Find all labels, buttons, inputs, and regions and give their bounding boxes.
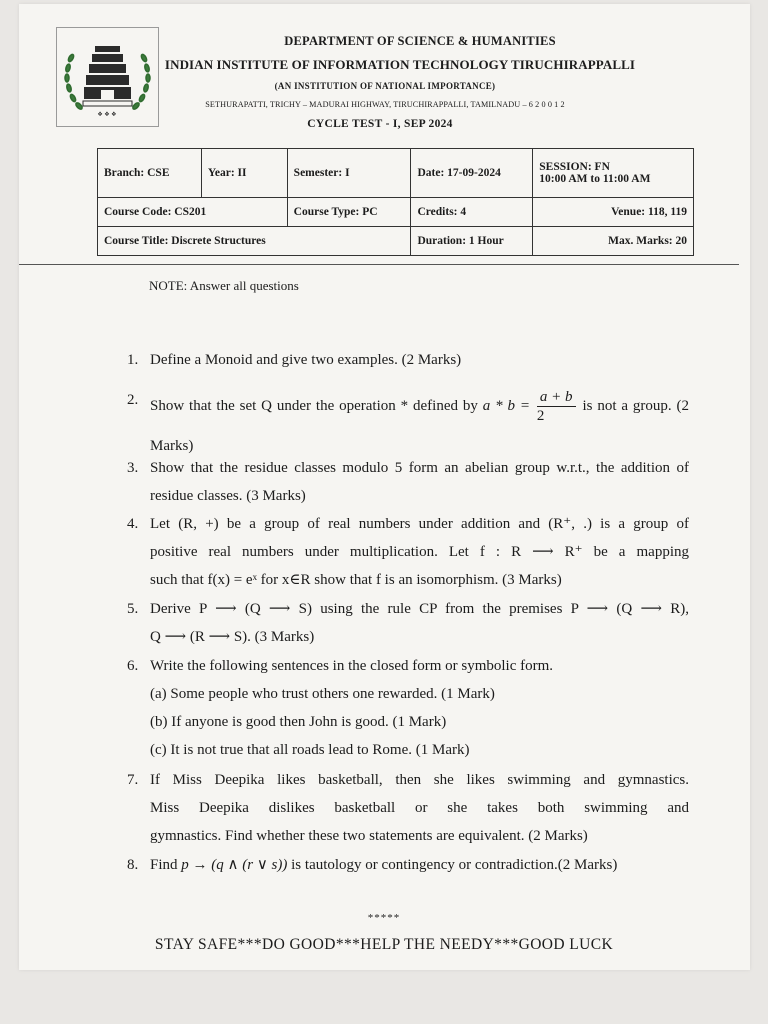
question-line-3: gymnastics. Find whether these two statements are equivalent. (2 Marks) — [150, 828, 588, 844]
institute-name: INDIAN INSTITUTE OF INFORMATION TECHNOLOGY TIRUCHIRAPPALLI — [164, 57, 636, 72]
question-7 — [127, 766, 689, 850]
venue-cell: Venue: 118, 119 — [533, 198, 694, 227]
info-row-3 — [98, 227, 694, 256]
question-number: 3. — [127, 460, 139, 476]
session-time: 10:00 AM to 11:00 AM — [539, 173, 651, 185]
footer-message: STAY SAFE***DO GOOD***HELP THE NEEDY***GOOD LUCK — [154, 936, 614, 953]
question-text: Show that the residue classes modulo 5 form an abelian group w.r.t., the addition of residue classes. (3 Marks) — [150, 460, 689, 504]
info-row-2 — [98, 198, 694, 227]
date-cell: Date: 17-09-2024 — [411, 149, 533, 198]
question-5 — [127, 595, 689, 651]
question-line-1: Derive P ⟶ (Q ⟶ S) using the rule CP from the premises P ⟶ (Q ⟶ R), — [150, 601, 689, 617]
question-number: 5. — [127, 601, 139, 617]
institute-status: (AN INSTITUTION OF NATIONAL IMPORTANCE) — [274, 81, 496, 91]
exam-title: CYCLE TEST - I, SEP 2024 — [307, 118, 453, 130]
separator-stars: ***** — [367, 912, 401, 924]
duration-cell: Duration: 1 Hour — [411, 227, 533, 256]
course-type-cell: Course Type: PC — [287, 198, 411, 227]
year-cell: Year: II — [201, 149, 287, 198]
fraction-denominator: 2 — [536, 408, 545, 425]
branch-cell: Branch: CSE — [98, 149, 202, 198]
max-marks-cell: Max. Marks: 20 — [533, 227, 694, 256]
question-line-1: Let (R, +) be a group of real numbers under addition and (R⁺, .) is a group of — [150, 516, 689, 532]
question-number: 1. — [127, 352, 139, 368]
question-line-2: Miss Deepika dislikes basketball or she takes both swimming and — [150, 800, 689, 816]
question-text-post: is not a group. (2 Marks) — [150, 398, 690, 454]
sub-question-a: (a) Some people who trust others one rewarded. (1 Mark) — [150, 686, 495, 702]
question-number: 4. — [127, 516, 139, 532]
course-code-cell: Course Code: CS201 — [98, 198, 288, 227]
course-title-cell: Course Title: Discrete Structures — [98, 227, 411, 256]
sub-question-b: (b) If anyone is good then John is good. (1 Mark) — [150, 714, 447, 730]
svg-text:❖ ❖ ❖: ❖ ❖ ❖ — [97, 112, 117, 118]
credits-cell: Credits: 4 — [411, 198, 533, 227]
question-line-3: such that f(x) = eˣ for x∈R show that f is an isomorphism. (3 Marks) — [150, 572, 562, 588]
institute-address: SETHURAPATTI, TRICHY – MADURAI HIGHWAY, TIRUCHIRAPPALLI, TAMILNADU – 6 2 0 0 1 2 — [205, 100, 565, 109]
operation-expression: a * b = — [482, 398, 531, 414]
question-line-2: positive real numbers under multiplication. Let f : R ⟶ R⁺ be a mapping — [150, 544, 689, 560]
question-number: 8. — [127, 857, 139, 873]
question-number: 7. — [127, 772, 139, 788]
fraction — [537, 388, 576, 425]
fraction-numerator: a + b — [537, 388, 576, 407]
department-heading: DEPARTMENT OF SCIENCE & HUMANITIES — [284, 34, 556, 48]
question-line-2: Q ⟶ (R ⟶ S). (3 Marks) — [150, 629, 315, 645]
semester-cell: Semester: I — [287, 149, 411, 198]
question-text-pre: Find — [150, 857, 182, 873]
question-text-pre: Show that the set Q under the operation * defined by — [150, 398, 483, 414]
question-6 — [127, 652, 689, 764]
question-text: Write the following sentences in the closed form or symbolic form. — [150, 658, 554, 674]
question-line-1: If Miss Deepika likes basketball, then she likes swimming and gymnastics. — [150, 772, 689, 788]
question-number: 6. — [127, 658, 139, 674]
question-3 — [127, 454, 689, 510]
question-text: Define a Monoid and give two examples. (2 Marks) — [150, 352, 462, 368]
header-divider — [19, 264, 739, 265]
session-label: SESSION: FN — [539, 161, 610, 173]
question-8 — [127, 851, 689, 879]
question-text-post: is tautology or contingency or contradiction.(2 Marks) — [287, 857, 618, 873]
logic-expression: p → (q ∧ (r ∨ s)) — [181, 857, 288, 873]
question-4 — [127, 510, 689, 594]
note-text: NOTE: Answer all questions — [149, 278, 299, 293]
question-1 — [127, 346, 689, 374]
question-number: 2. — [127, 392, 139, 408]
session-cell — [533, 149, 694, 198]
info-row-1 — [98, 149, 694, 198]
sub-question-c: (c) It is not true that all roads lead to Rome. (1 Mark) — [150, 742, 470, 758]
exam-info-table — [97, 148, 694, 256]
question-text — [150, 851, 689, 879]
